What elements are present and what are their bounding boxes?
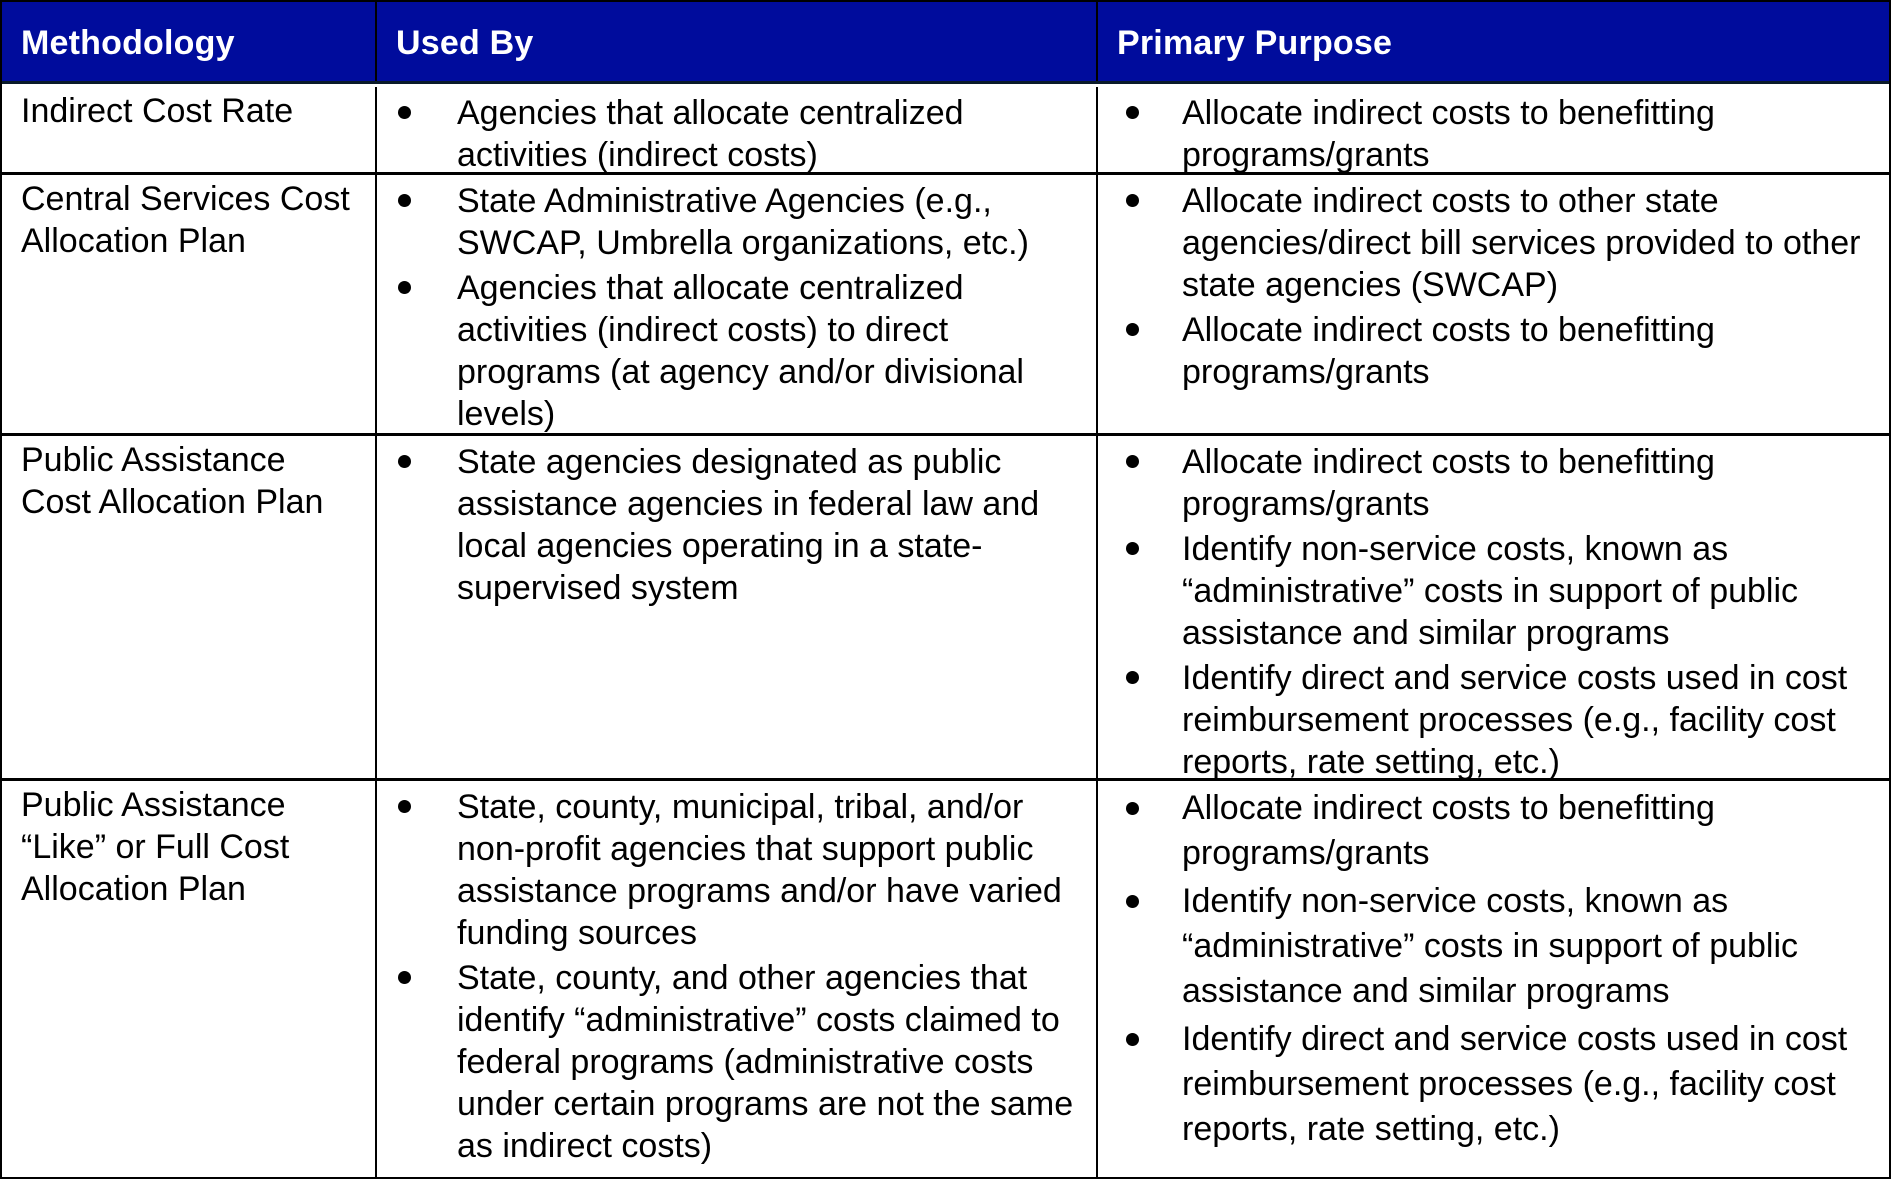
bullet-icon [1126,1033,1139,1046]
used-by-text: Agencies that allocate centralized activities (indirect costs) to direct programs (at agency and/or divisional levels) [457,269,1024,433]
list-item [1098,92,1881,176]
header-used-by: Used By [396,24,534,62]
used-by-cell [375,436,1096,778]
methodology-name: Indirect Cost Rate [21,92,294,130]
list-item [1098,309,1881,393]
purpose-text: Identify non-service costs, known as “administrative” costs in support of public assistance and similar programs [1182,530,1799,652]
bullet-icon [398,281,411,294]
purpose-text: Allocate indirect costs to benefitting programs/grants [1182,311,1715,391]
list-item [377,180,1088,264]
bullet-icon [1126,106,1139,119]
purpose-text: Identify non-service costs, known as “administrative” costs in support of public assistance and similar programs [1182,882,1799,1010]
header-cell-used-by [375,2,1096,81]
table-row [2,781,1889,1179]
primary-purpose-list [1098,786,1881,1155]
bullet-icon [1126,323,1139,336]
methodology-cell [2,87,375,172]
methodology-name: Public Assistance “Like” or Full Cost Allocation Plan [21,786,290,908]
bullet-icon [398,106,411,119]
methodology-cell [2,436,375,778]
bullet-icon [1126,542,1139,555]
table-header-row [2,2,1889,84]
bullet-icon [1126,671,1139,684]
table-row [2,436,1889,781]
used-by-list [377,92,1088,179]
header-primary-purpose: Primary Purpose [1117,24,1393,62]
used-by-text: Agencies that allocate centralized activities (indirect costs) [457,94,964,174]
purpose-text: Identify direct and service costs used in cost reimbursement processes (e.g., facility cost reports, rate setting, etc.) [1182,659,1848,781]
list-item [1098,786,1881,876]
list-item [377,92,1088,176]
table-row [2,87,1889,175]
primary-purpose-list [1098,92,1881,179]
used-by-text: State, county, and other agencies that identify “administrative” costs claimed to federal programs (administrative costs under certain programs are not the same as indirect costs) [457,959,1074,1165]
list-item [1098,657,1881,783]
header-cell-methodology [2,2,375,81]
header-cell-primary-purpose [1096,2,1889,81]
used-by-cell [375,87,1096,172]
bullet-icon [398,800,411,813]
bullet-icon [1126,194,1139,207]
primary-purpose-list [1098,441,1881,786]
primary-purpose-cell [1096,436,1889,781]
bullet-icon [398,194,411,207]
used-by-text: State, county, municipal, tribal, and/or non-profit agencies that support public assistance programs and/or have varied funding sources [457,788,1062,952]
primary-purpose-list [1098,180,1881,396]
list-item [377,957,1088,1167]
methodology-name: Central Services Cost Allocation Plan [21,180,350,260]
list-item [1098,1017,1881,1152]
list-item [1098,528,1881,654]
purpose-text: Allocate indirect costs to benefitting programs/grants [1182,443,1715,523]
list-item [1098,879,1881,1014]
used-by-cell [375,175,1096,433]
bullet-icon [1126,895,1139,908]
used-by-list [377,786,1088,1170]
primary-purpose-cell [1096,781,1889,1179]
used-by-text: State agencies designated as public assistance agencies in federal law and local agencies operating in a state-supervised system [457,443,1040,607]
list-item [377,786,1088,954]
primary-purpose-cell [1096,175,1889,433]
methodology-cell [2,175,375,433]
methodology-name: Public Assistance Cost Allocation Plan [21,441,324,521]
used-by-list [377,180,1088,438]
list-item [1098,441,1881,525]
list-item [377,441,1088,609]
primary-purpose-cell [1096,87,1889,172]
purpose-text: Allocate indirect costs to benefitting programs/grants [1182,94,1715,174]
used-by-cell [375,781,1096,1179]
purpose-text: Allocate indirect costs to benefitting programs/grants [1182,789,1715,872]
header-methodology: Methodology [21,24,235,62]
bullet-icon [398,971,411,984]
bullet-icon [1126,455,1139,468]
used-by-text: State Administrative Agencies (e.g., SWCAP, Umbrella organizations, etc.) [457,182,1029,262]
bullet-icon [1126,802,1139,815]
methodology-cell [2,781,375,1179]
list-item [1098,180,1881,306]
table-row [2,175,1889,436]
list-item [377,267,1088,435]
used-by-list [377,441,1088,612]
purpose-text: Allocate indirect costs to other state agencies/direct bill services provided to other state agencies (SWCAP) [1182,182,1861,304]
purpose-text: Identify direct and service costs used in cost reimbursement processes (e.g., facility cost reports, rate setting, etc.) [1182,1020,1848,1148]
bullet-icon [398,455,411,468]
